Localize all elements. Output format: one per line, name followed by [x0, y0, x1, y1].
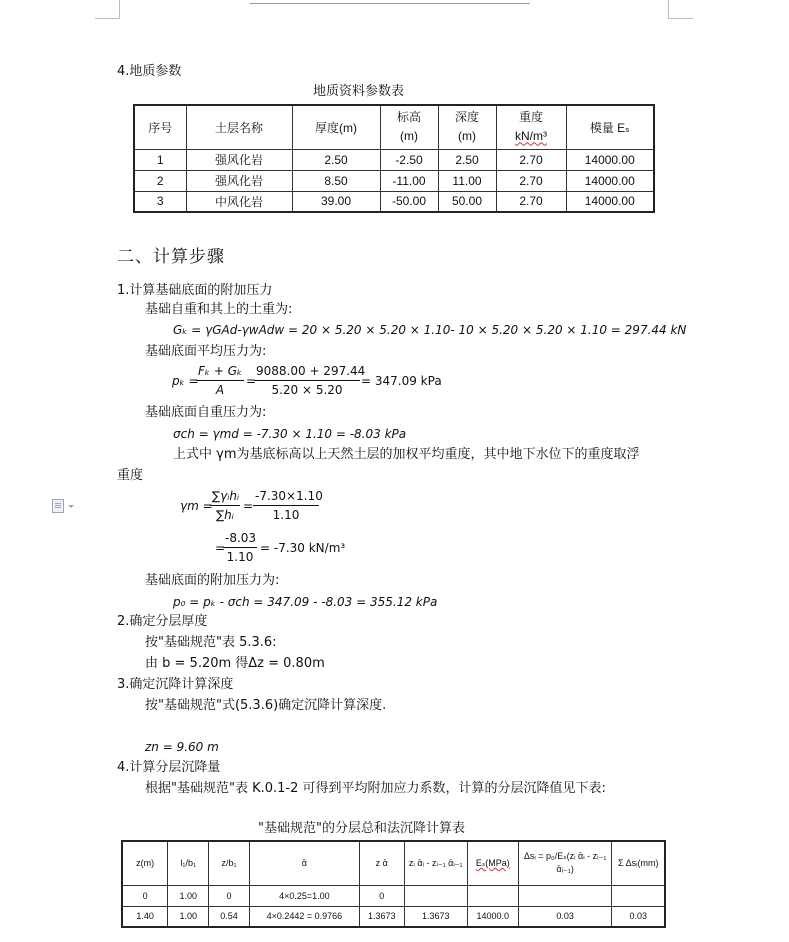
gm2-denominator: 1.10	[226, 550, 254, 564]
cell-z: 0	[122, 885, 168, 906]
gm-fraction-2	[253, 489, 323, 523]
header-thickness: 厚度(m)	[292, 105, 380, 149]
header-es: Eₛ(MPa)	[467, 841, 518, 885]
cell-delta-s	[518, 885, 612, 906]
gm-eq: =	[243, 499, 254, 513]
cell-z: 1.40	[122, 906, 168, 927]
table-row	[122, 885, 665, 906]
step1-title: 1.计算基础底面的附加压力	[117, 283, 273, 298]
cell-z-alpha: 0	[359, 885, 404, 906]
pk-frac2-numerator: 9088.00 + 297.44	[254, 364, 360, 381]
note-line-1: 上式中 γm为基底标高以上天然土层的加权平均重度，其中地下水位下的重度取浮	[173, 447, 640, 462]
pk-result: = 347.09 kPa	[361, 374, 442, 388]
cell-layer-name: 强风化岩	[186, 170, 292, 191]
header-modulus: 模量 Eₛ	[566, 105, 654, 149]
gm-frac2-denominator: 1.10	[272, 508, 300, 522]
cell-alpha: 4×0.25=1.00	[249, 885, 359, 906]
cell-alpha: 4×0.2442 = 0.9766	[249, 906, 359, 927]
cell-thickness: 8.50	[292, 170, 380, 191]
section-title-geology: 4.地质参数	[117, 64, 182, 79]
pk-frac2-denominator: 5.20 × 5.20	[271, 383, 343, 397]
chevron-down-icon[interactable]	[68, 505, 74, 508]
pk-lhs: pₖ =	[172, 374, 199, 388]
sigma-formula: σch = γmd = -7.30 × 1.10 = -8.03 kPa	[173, 427, 407, 441]
avg-pressure-label: 基础底面平均压力为:	[145, 344, 267, 359]
cell-unit-weight: 2.70	[496, 191, 566, 212]
cell-l1-b1: 1.00	[168, 885, 209, 906]
cell-thickness: 2.50	[292, 149, 380, 170]
header-unit-weight-unit: kN/m³	[515, 129, 547, 144]
cell-elevation: -50.00	[380, 191, 438, 212]
cell-index: 3	[134, 191, 186, 212]
gm-lhs: γm =	[180, 499, 213, 513]
cell-index: 1	[134, 149, 186, 170]
cell-delta-s: 0.03	[518, 906, 612, 927]
cell-z-b1: 0.54	[209, 906, 250, 927]
geo-table-caption: 地质资料参数表	[313, 84, 405, 99]
cell-z-b1: 0	[209, 885, 250, 906]
header-delta-s: Δsᵢ = p₀/Eₛ(zᵢ ᾱᵢ - zᵢ₋₁ ᾱᵢ₋₁)	[518, 841, 612, 885]
cell-unit-weight: 2.70	[496, 170, 566, 191]
cell-depth: 2.50	[438, 149, 496, 170]
gm2-result: = -7.30 kN/m³	[260, 541, 346, 555]
cell-index: 2	[134, 170, 186, 191]
header-l1-b1: l₁/b₁	[168, 841, 209, 885]
table-row	[134, 191, 654, 212]
add-pressure-label: 基础底面的附加压力为:	[145, 573, 280, 588]
table-header-row	[134, 105, 654, 149]
header-elevation-unit: (m)	[400, 129, 418, 144]
header-z-alpha: z ᾱ	[359, 841, 404, 885]
page-corner-line-right	[668, 18, 693, 19]
cell-depth: 50.00	[438, 191, 496, 212]
p0-formula: p₀ = pₖ - σch = 347.09 - -8.03 = 355.12 kPa	[173, 595, 438, 609]
pk-fraction-2	[254, 364, 366, 398]
header-index: 序号	[134, 105, 186, 149]
gk-formula: Gₖ = γGAd-γwAdw = 20 × 5.20 × 5.20 × 1.10- 10 × 5.20 × 5.20 × 1.10 = 297.44 kN	[173, 323, 687, 337]
step4-line1: 根据"基础规范"表 K.0.1-2 可得到平均附加应力系数，计算的分层沉降值见下表:	[145, 781, 606, 796]
pk-frac1-denominator: A	[215, 383, 225, 397]
cell-unit-weight: 2.70	[496, 149, 566, 170]
header-unit-weight	[496, 105, 566, 149]
cell-modulus: 14000.00	[566, 170, 654, 191]
header-elevation-label: 标高	[396, 110, 421, 125]
pk-frac1-numerator: Fₖ + Gₖ	[196, 364, 244, 381]
previous-page-remnant	[250, 0, 530, 4]
cell-z-alpha: 1.3673	[359, 906, 404, 927]
page-corner-line-left	[95, 18, 120, 19]
step2-line1: 按"基础规范"表 5.3.6:	[145, 635, 277, 650]
header-depth-unit: (m)	[458, 129, 476, 144]
cell-depth: 11.00	[438, 170, 496, 191]
header-delta-z-alpha: zᵢ ᾱᵢ - zᵢ₋₁ ᾱᵢ₋₁	[404, 841, 467, 885]
cell-elevation: -2.50	[380, 149, 438, 170]
note-line-2: 重度	[117, 468, 144, 483]
header-depth	[438, 105, 496, 149]
header-layer-name: 土层名称	[186, 105, 292, 149]
header-unit-weight-label: 重度	[518, 110, 543, 125]
gm-fraction-1	[210, 489, 240, 523]
cell-thickness: 39.00	[292, 191, 380, 212]
gm-frac2-numerator: -7.30×1.10	[253, 489, 319, 506]
cell-es: 14000.0	[467, 906, 518, 927]
gm2-numerator: -8.03	[223, 531, 257, 548]
cell-es	[467, 885, 518, 906]
self-weight-label: 基础自重和其上的土重为:	[145, 302, 293, 317]
header-alpha: ᾱ	[249, 841, 359, 885]
header-sum-delta-s: Σ Δsᵢ(mm)	[612, 841, 665, 885]
cell-modulus: 14000.00	[566, 191, 654, 212]
cell-layer-name: 强风化岩	[186, 149, 292, 170]
cell-delta-z-alpha	[404, 885, 467, 906]
settlement-calc-table	[121, 840, 666, 928]
cell-sum-delta-s: 0.03	[612, 906, 665, 927]
gm-frac1-denominator: ∑hᵢ	[216, 508, 234, 522]
header-elevation	[380, 105, 438, 149]
zn-value: zn = 9.60 m	[145, 740, 219, 754]
header-depth-label: 深度	[454, 110, 479, 125]
self-pressure-label: 基础底面自重压力为:	[145, 405, 267, 420]
step3-line1: 按"基础规范"式(5.3.6)确定沉降计算深度.	[145, 698, 387, 713]
pk-fraction-1	[196, 364, 244, 398]
cell-sum-delta-s	[612, 885, 665, 906]
header-z-b1: z/b₁	[209, 841, 250, 885]
table-row	[134, 149, 654, 170]
page-corner-line-right-vertical	[668, 0, 669, 18]
step2-line2: 由 b = 5.20m 得Δz = 0.80m	[145, 656, 325, 671]
table-row	[134, 170, 654, 191]
chapter-title: 二、计算步骤	[117, 247, 225, 267]
step3-title: 3.确定沉降计算深度	[117, 677, 234, 692]
cell-delta-z-alpha: 1.3673	[404, 906, 467, 927]
table-row	[122, 906, 665, 927]
document-icon[interactable]	[52, 499, 64, 513]
cell-modulus: 14000.00	[566, 149, 654, 170]
pk-eq: =	[246, 374, 257, 388]
table-header-row	[122, 841, 665, 885]
step2-title: 2.确定分层厚度	[117, 614, 208, 629]
geo-parameter-table	[133, 104, 655, 213]
cell-layer-name: 中风化岩	[186, 191, 292, 212]
calc-table-caption: "基础规范"的分层总和法沉降计算表	[258, 821, 465, 836]
cell-elevation: -11.00	[380, 170, 438, 191]
gm-frac1-numerator: ∑γᵢhᵢ	[210, 489, 240, 506]
gm2-eq: =	[215, 541, 226, 555]
gm2-fraction	[223, 531, 257, 565]
cell-l1-b1: 1.00	[168, 906, 209, 927]
page-corner-line-left-vertical	[119, 0, 120, 18]
header-z: z(m)	[122, 841, 168, 885]
step4-title: 4.计算分层沉降量	[117, 760, 221, 775]
